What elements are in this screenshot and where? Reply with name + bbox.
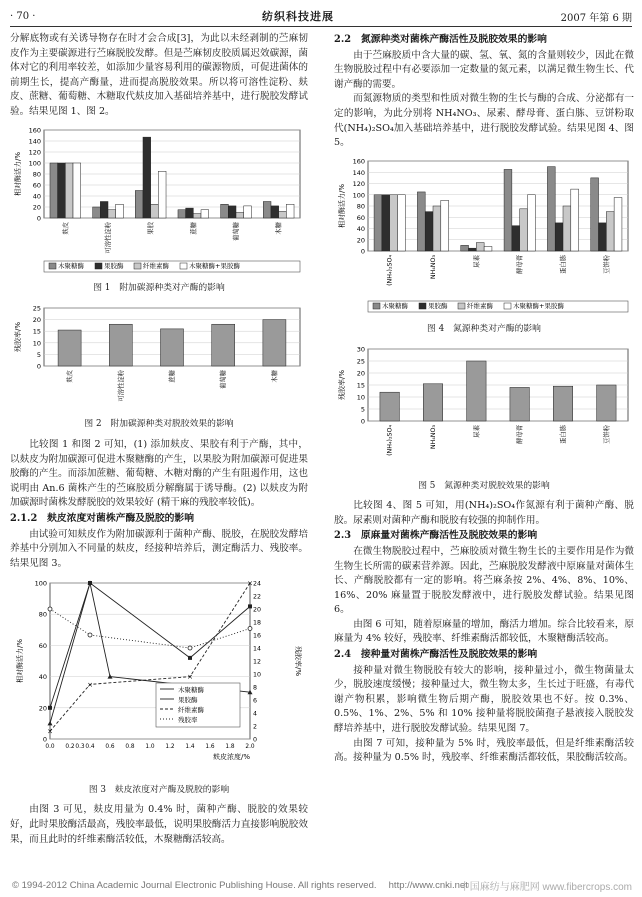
section-2-2-heading: 2.2 氮源种类对菌株产酶活性及脱胶效果的影响 xyxy=(334,34,547,45)
data-point xyxy=(48,706,52,710)
bar xyxy=(597,385,617,421)
x-tick-label: 1.6 xyxy=(205,744,215,751)
y-axis-label: 相对酶活力/% xyxy=(16,639,24,684)
bar xyxy=(484,246,492,251)
bar xyxy=(108,209,116,217)
data-point xyxy=(248,627,252,631)
y2-tick-label: 14 xyxy=(253,645,262,653)
figure-5 xyxy=(334,343,634,477)
bar xyxy=(50,163,58,218)
bar xyxy=(58,163,66,218)
data-point: × xyxy=(47,727,53,736)
bar xyxy=(380,392,400,421)
x-tick-label: 豆饼粉 xyxy=(603,424,611,444)
y2-tick-label: 16 xyxy=(253,632,262,640)
x-tick-label: 0.2 xyxy=(65,744,75,751)
x-tick-label: 1.4 xyxy=(185,744,195,751)
section-2-3-paragraph-b: 由图 6 可知，随着原麻量的增加，酶活力增加。综合比较看来，原麻量为 4% 较好，残胶率、纤维素酶活都较低，木聚糖酶活较高。 xyxy=(334,618,635,645)
x-tick-label: 1.8 xyxy=(225,744,235,751)
data-point xyxy=(48,607,52,611)
figure-3 xyxy=(10,575,308,781)
bar xyxy=(109,324,132,366)
data-point: × xyxy=(187,673,193,682)
bar xyxy=(461,245,469,251)
bar xyxy=(143,137,151,218)
legend-label: 纤维素酶 xyxy=(178,706,204,715)
x-tick-label: 1.2 xyxy=(165,744,175,751)
y-tick-label: 0 xyxy=(360,247,365,256)
x-tick-label: 0.6 xyxy=(105,744,115,751)
intro-paragraph: 分解底物或有关诱导物存在时才会合成[3]，为此以未经剥制的苎麻韧皮作为主要碳源进行苎麻脱胶发酵。但是苎麻韧皮胶质属迟效碳源，菌体对它的利用率较差，如添加少量容易利用的碳源物质，可促进菌体的前期生长，提高产酶量，进而提高脱胶效果。所以将可溶性淀粉、麸皮、蔗糖、葡萄糖、木糖取代麸皮加入基础培养基中，进行脱胶发酵试验。结果见图 1、图 2。 xyxy=(10,33,308,117)
y-tick-label: 140 xyxy=(352,168,365,177)
x-tick-label: 麸皮 xyxy=(66,369,74,383)
y2-tick-label: 20 xyxy=(253,606,262,614)
bar xyxy=(244,205,252,217)
x-tick-label: 蛋白胨 xyxy=(560,424,567,444)
bar xyxy=(263,201,271,218)
y-tick-label: 160 xyxy=(28,126,41,135)
issue-label: 2007 年第 6 期 xyxy=(560,12,632,24)
y-tick-label: 80 xyxy=(356,202,365,211)
data-point xyxy=(188,656,192,660)
section-2-3-heading: 2.3 原麻量对菌株产酶活性及脱胶效果的影响 xyxy=(334,530,538,542)
bar xyxy=(425,211,433,250)
bar xyxy=(271,205,279,217)
y-tick-label: 20 xyxy=(32,203,41,212)
y-axis-label: 相对酶活力/% xyxy=(14,151,22,196)
section-2-4-paragraph-a: 接种量对微生物脱胶有较大的影响，接种量过小，微生物菌量太少，脱胶速度缓慢；接种量过大，微生物太多，生长过于旺盛，有毒代谢产物积累，影响微生物后期产酶，脱胶效果也不好。按 0.3%、0.5%、1%、2%、5% 和 10% 接种量将脱胶菌孢子悬液接入脱胶发酵培养基中，进行脱胶发酵试验。结果见图 7。 xyxy=(334,664,634,735)
figure-1 xyxy=(10,124,308,280)
x-tick-label: 蔗糖 xyxy=(169,369,176,383)
bar xyxy=(504,169,512,251)
y2-tick-label: 8 xyxy=(253,684,258,692)
bar xyxy=(201,209,209,217)
figure-1-caption: 图 1 附加碳源种类对产酶的影响 xyxy=(93,283,225,294)
legend-label: 木聚糖酶 xyxy=(382,301,408,310)
figure-2-chart xyxy=(10,302,308,410)
watermark-text: 中国麻纺与麻肥网 www.fibercrops.com xyxy=(459,882,632,893)
y-tick-label: 5 xyxy=(360,405,365,414)
bar xyxy=(116,204,124,218)
bar xyxy=(571,189,579,251)
x-tick-label: NH₄NO₃ xyxy=(430,254,437,279)
y-tick-label: 80 xyxy=(38,610,47,619)
y2-tick-label: 22 xyxy=(253,593,262,601)
figure-4-chart xyxy=(334,155,634,315)
bar xyxy=(469,248,477,251)
y-tick-label: 140 xyxy=(28,137,41,146)
y-tick-label: 120 xyxy=(28,148,41,157)
legend-label: 残胶率 xyxy=(178,716,198,725)
x-axis-label: 麸皮浓度/% xyxy=(212,753,250,762)
y-tick-label: 15 xyxy=(356,381,365,390)
y-tick-label: 60 xyxy=(32,181,41,190)
bar xyxy=(93,207,101,218)
y-tick-label: 160 xyxy=(352,157,365,166)
legend-label: 果胶酶 xyxy=(178,696,198,705)
bar xyxy=(178,209,186,217)
y-tick-label: 30 xyxy=(356,345,365,354)
x-tick-label: 葡萄糖 xyxy=(220,369,228,389)
y2-tick-label: 4 xyxy=(253,710,258,718)
bar xyxy=(236,212,244,218)
y2-tick-label: 10 xyxy=(253,671,262,679)
bar xyxy=(100,201,108,218)
bar xyxy=(263,319,286,365)
y-tick-label: 25 xyxy=(32,304,41,313)
figure-5-chart xyxy=(334,343,634,471)
y2-tick-label: 12 xyxy=(253,658,262,666)
y-tick-label: 5 xyxy=(36,350,41,359)
x-tick-label: 可溶性淀粉 xyxy=(105,221,112,254)
bar xyxy=(467,361,487,421)
x-tick-label: 木糖 xyxy=(275,221,283,235)
bar xyxy=(476,242,484,250)
bar xyxy=(591,178,599,251)
left-column xyxy=(10,32,308,847)
x-tick-label: 酵母膏 xyxy=(516,254,524,274)
legend-swatch xyxy=(504,303,511,309)
y-tick-label: 100 xyxy=(34,579,47,588)
figure-4-caption: 图 4 氮源种类对产酶的影响 xyxy=(427,324,541,335)
x-tick-label: 尿素 xyxy=(473,254,481,268)
y-tick-label: 0 xyxy=(42,735,47,744)
legend-swatch xyxy=(180,263,187,269)
bar xyxy=(286,204,294,218)
y-tick-label: 60 xyxy=(356,213,365,222)
legend-swatch xyxy=(134,263,141,269)
figure-4 xyxy=(334,155,634,321)
bar xyxy=(510,387,530,421)
y-tick-label: 80 xyxy=(32,170,41,179)
x-tick-label: 豆饼粉 xyxy=(603,254,611,274)
y-tick-label: 40 xyxy=(38,673,47,682)
y-axis-label: 残胶率/% xyxy=(338,369,346,400)
bar xyxy=(73,163,81,218)
y-tick-label: 10 xyxy=(32,339,41,348)
y-tick-label: 20 xyxy=(38,704,47,713)
y-axis-label: 残胶率/% xyxy=(14,321,22,352)
x-tick-label: 麸皮 xyxy=(62,221,70,235)
bar xyxy=(520,209,528,251)
y2-tick-label: 18 xyxy=(253,619,262,627)
bar xyxy=(512,225,520,250)
bar xyxy=(65,163,73,218)
x-tick-label: 0.0 xyxy=(45,744,55,751)
legend-swatch xyxy=(373,303,380,309)
data-point xyxy=(188,646,192,650)
x-tick-label: 蛋白胨 xyxy=(560,254,567,274)
y-tick-label: 0 xyxy=(360,417,365,426)
bar xyxy=(417,192,425,251)
y-tick-label: 40 xyxy=(32,192,41,201)
header-rule xyxy=(10,26,632,27)
y-tick-label: 0 xyxy=(36,362,41,371)
legend-swatch xyxy=(49,263,56,269)
bar xyxy=(228,205,236,217)
journal-name: 纺织科技进展 xyxy=(262,10,335,23)
bar xyxy=(58,330,81,366)
legend-label: 果胶酶 xyxy=(428,301,448,310)
y-tick-label: 25 xyxy=(356,357,365,366)
bar xyxy=(433,206,441,251)
y-tick-label: 20 xyxy=(356,236,365,244)
figure-3-caption: 图 3 麸皮浓度对产酶及脱胶的影响 xyxy=(88,784,230,795)
bar xyxy=(221,204,229,218)
figure-1-chart xyxy=(10,124,308,274)
y-tick-label: 10 xyxy=(356,393,365,402)
section-2-4-paragraph-b: 由图 7 可知，接种量为 5% 时，残胶率最低，但是纤维素酶活较高。接种量为 0.5% 时，残胶率、纤维素酶活都较低，果胶酶活较高。 xyxy=(334,737,634,764)
legend-swatch xyxy=(458,303,465,309)
y-tick-label: 20 xyxy=(32,315,41,324)
x-tick-label: 葡萄糖 xyxy=(233,221,240,241)
bar xyxy=(160,329,183,366)
y-tick-label: 100 xyxy=(352,191,365,199)
bar xyxy=(527,195,535,251)
x-tick-label: 2.0 xyxy=(245,744,255,751)
comparison-paragraph: 比较图 1 和图 2 可知，(1) 添加麸皮、果胶有利于产酶，其中，以麸皮为附加碳源可促进木聚糖酶的产生，以果胶为附加碳源可促进果胶酶的产生。而添加蔗糖、葡萄糖、木糖对酶的产生有阻遏作用，这也说明由 An.6 菌株产生的苎麻胶质分解酶属于诱导酶。(2) 以麸皮为附加碳源时菌株发酵脱胶的效果较好 (精干麻的残胶率较低)。 xyxy=(10,438,308,509)
section-2-2-paragraph-a: 由于苎麻胶质中含大量的碳、氢、氧、氮的含量则较少，因此在微生物脱胶过程中有必要添加一定数量的氮元素，以满足微生物生长、代谢产酶的需要。 xyxy=(334,49,634,90)
legend-swatch xyxy=(95,263,102,269)
x-tick-label: 0.8 xyxy=(125,744,135,751)
x-tick-label: 木糖 xyxy=(271,369,279,383)
x-tick-label: 酵母膏 xyxy=(516,424,524,444)
y-tick-label: 0 xyxy=(36,214,41,223)
section-2-4-heading: 2.4 接种量对菌株产酶活性及脱胶效果的影响 xyxy=(334,649,538,661)
bar xyxy=(186,208,194,218)
bar xyxy=(423,384,443,421)
y-tick-label: 120 xyxy=(352,179,365,188)
bar xyxy=(397,195,405,251)
y-tick-label: 15 xyxy=(32,327,41,336)
y2-tick-label: 24 xyxy=(253,580,262,588)
y2-tick-label: 2 xyxy=(253,723,258,731)
bar xyxy=(135,190,143,218)
bar xyxy=(441,200,449,251)
data-point xyxy=(248,605,252,609)
y2-axis-label: 残胶率/% xyxy=(294,646,302,677)
figure-3-chart xyxy=(10,575,308,775)
figure-2-caption: 图 2 附加碳源种类对脱胶效果的影响 xyxy=(84,419,234,430)
legend-label: 木聚糖酶+果胶酶 xyxy=(513,301,564,310)
bar xyxy=(599,223,607,251)
bar xyxy=(212,324,235,366)
x-tick-label: 可溶性淀粉 xyxy=(117,369,125,402)
bar xyxy=(279,211,287,218)
y-tick-label: 40 xyxy=(356,224,365,233)
x-tick-label: 1.0 xyxy=(145,744,155,751)
legend-label: 木聚糖酶 xyxy=(58,261,84,270)
x-tick-label: (NH₄)₂SO₄ xyxy=(386,424,394,456)
bar xyxy=(614,197,622,250)
bar xyxy=(555,223,563,251)
x-tick-label: 果胶 xyxy=(147,221,155,235)
section-2-1-2-heading: 2.1.2 麸皮浓度对菌株产酶及脱胶的影响 xyxy=(10,512,195,524)
bar xyxy=(151,204,159,218)
data-point: × xyxy=(87,681,93,690)
x-tick-label: 尿素 xyxy=(473,424,481,438)
legend-label: 木聚糖酶 xyxy=(178,686,204,695)
bar xyxy=(382,195,390,251)
bar xyxy=(563,206,571,251)
figure-2 xyxy=(10,302,308,416)
right-column xyxy=(334,32,634,766)
x-tick-label: NH₄NO₃ xyxy=(430,424,437,450)
bar xyxy=(553,386,573,421)
y-axis-label: 相对酶活力/% xyxy=(338,183,346,228)
page-number: · 70 · xyxy=(10,10,36,22)
figure-5-caption: 图 5 氮源种类对脱胶效果的影响 xyxy=(418,480,550,491)
x-tick-label: 0.3 xyxy=(75,744,85,751)
section-2-1-2-paragraph: 由试验可知麸皮作为附加碳源利于菌种产酶、脱胶，在脱胶发酵培养基中分别加入不同量的麸皮，经接种培养后，测定酶活力、残胶率。结果见图 3。 xyxy=(10,528,308,569)
y-tick-label: 100 xyxy=(28,159,41,168)
figure-3-discussion: 由图 3 可见，麸皮用量为 0.4% 时，菌种产酶、脱胶的效果较好，此时果胶酶活最高，残胶率最低，说明果胶酶活力直接影响脱胶效果，而且此时的纤维素酶活较低，木聚糖酶活较高。 xyxy=(10,804,308,845)
data-point: × xyxy=(247,579,253,588)
y2-tick-label: 0 xyxy=(253,736,258,744)
data-point xyxy=(88,633,92,637)
x-tick-label: 0.4 xyxy=(85,744,95,751)
legend-label: 纤维素酶 xyxy=(467,301,493,310)
y2-tick-label: 6 xyxy=(253,697,258,705)
bar xyxy=(193,213,201,217)
y-tick-label: 60 xyxy=(38,642,47,651)
running-header xyxy=(10,8,632,24)
legend-label: 木聚糖酶+果胶酶 xyxy=(189,261,240,270)
x-tick-label: (NH₄)₂SO₄ xyxy=(386,254,394,286)
copyright-footer: © 1994-2012 China Academic Journal Electronic Publishing House. All rights reserved. http://www.cnki.net xyxy=(12,880,468,891)
legend-label: 果胶酶 xyxy=(104,261,124,270)
legend-swatch xyxy=(419,303,426,309)
x-tick-label: 蔗糖 xyxy=(190,221,198,235)
bar xyxy=(374,195,382,251)
legend-label: 纤维素酶 xyxy=(143,261,169,270)
y-tick-label: 20 xyxy=(356,369,365,378)
bar xyxy=(390,195,398,251)
section-2-2-paragraph-b: 而氮源物质的类型和性质对微生物的生长与酶的合成、分泌都有一定的影响，为此分别将 NH₄NO₃、尿素、酵母膏、蛋白胨、豆饼粉取代(NH₄)₂SO₄加入基础培养基中，进行脱胶发酵试验。结果见图 4、图 5。 xyxy=(334,93,634,149)
bar xyxy=(606,211,614,250)
bar xyxy=(547,166,555,250)
bar xyxy=(158,171,166,218)
figure-4-5-discussion: 比较图 4、图 5 可知，用(NH₄)₂SO₄作氮源有利于菌种产酶、脱胶。尿素则对菌种产酶和脱胶有较强的抑制作用。 xyxy=(334,500,634,526)
section-2-3-paragraph-a: 在微生物脱胶过程中，苎麻胶质对微生物生长的主要作用是作为微生物生长所需的碳素营养源。因此，苎麻脱胶发酵液中原麻量对菌体生长、产酶脱胶都有一定的影响。将苎麻条按 2%、4%、8%、10%、16%、20% 麻量置于脱胶发酵液中，进行脱胶发酵试验。结果见图 6。 xyxy=(334,545,634,616)
